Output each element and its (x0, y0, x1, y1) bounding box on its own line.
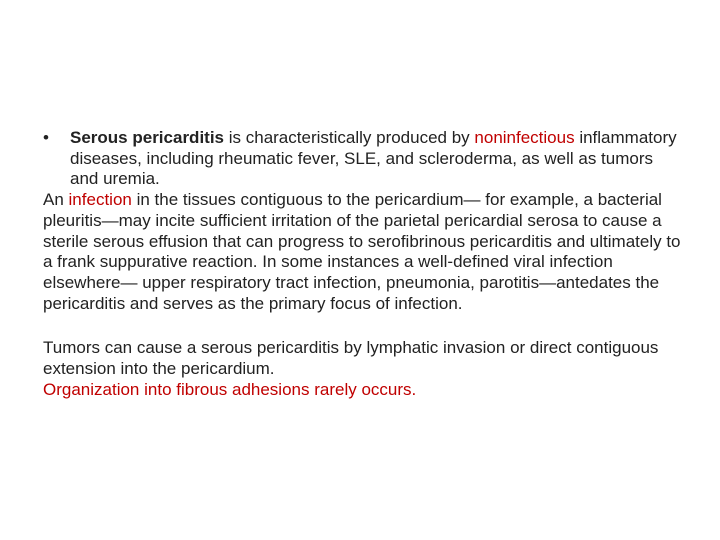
paragraph-organization: Organization into fibrous adhesions rarely occurs. (43, 379, 417, 399)
bullet-text-after: inflammatory diseases, including rheumatic fever, SLE, and scleroderma, as well as tumors and uremia. (70, 128, 677, 189)
paragraph-tumors: Tumors can cause a serous pericarditis by lymphatic invasion or direct contiguous extension into the pericardium. (43, 338, 659, 379)
infection-prefix: An (43, 190, 69, 210)
infection-highlight: infection (68, 190, 132, 210)
paragraph-spacer (43, 314, 683, 338)
infection-text: in the tissues contiguous to the pericardium— for example, a bacterial pleuritis—may incite sufficient irritation of the parietal pericardial serosa to cause a sterile serous effusion that can progress to serofibrinous pericarditis and ultimately to a frank suppurative reaction. In some instances a well-defined viral infection elsewhere— upper respiratory tract infection, pneumonia, parotitis—antedates the pericarditis and serves as the primary focus of infection. (43, 190, 681, 313)
bullet-text-before: is characteristically produced by (224, 128, 475, 147)
paragraph-infection (43, 190, 683, 314)
bullet-marker: • (43, 128, 49, 147)
bullet-term: Serous pericarditis (70, 128, 225, 147)
slide-content (43, 128, 683, 400)
bullet-serous-pericarditis (43, 128, 683, 190)
bullet-highlight-noninfectious: noninfectious (474, 128, 575, 147)
